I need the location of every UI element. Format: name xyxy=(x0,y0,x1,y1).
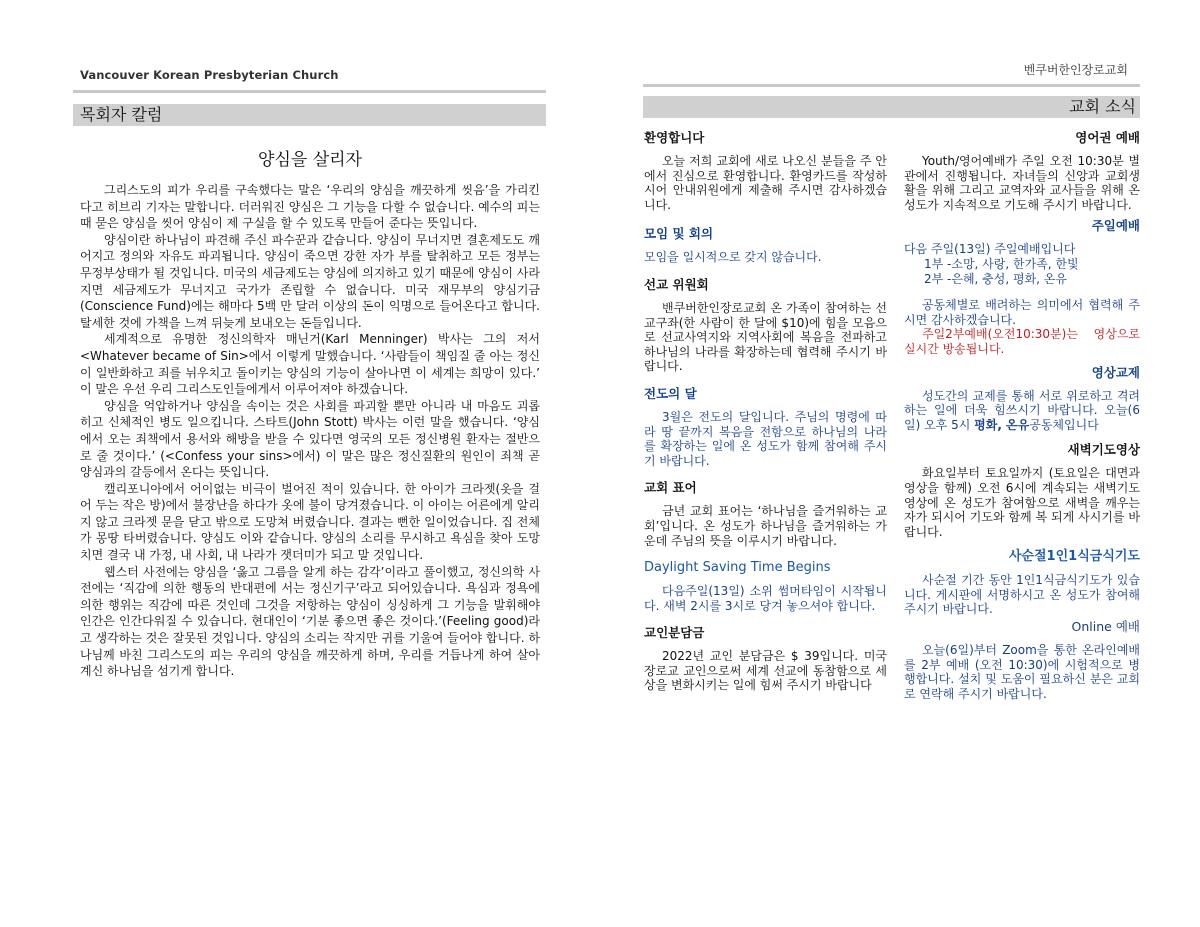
column-paragraph: 웹스터 사전에는 양심을 ‘옳고 그름을 알게 하는 감각’이라고 풀이했고, 정신의학 사전에는 ‘직감에 의한 행동의 반대편에 서는 정신기구’라고 되어있습니다. 욕심과 정욕에 의한 행위는 직감에 따른 것인데 그것을 저항하는 양심이 싱싱하게 그 기능을 발휘해야 인간은 인간다워질 수 있습니다. 현대인이 ‘기분 좋으면 좋은 것이다.’(Feeling good)라고 생각하는 것은 잘못된 것입니다. 양심의 소리는 작지만 귀를 기울여 들어야 합니다. 하나님께 바친 그리스도의 피는 우리의 양심을 깨끗하게 하며, 우리를 거듭나게 하여 살아계신 하나님을 섬기게 합니다. xyxy=(80,564,540,679)
news-text: 다음주일(13일) 소위 썸머타임이 시작됩니다. 새벽 2시를 3시로 당겨 놓으셔야 합니다. xyxy=(644,584,887,613)
news-text: 오늘(6일)부터 Zoom을 통한 온라인예배를 2부 예배 (오전 10:30)에 시험적으로 병행합니다. 설치 및 도움이 필요하신 분은 교회로 연락해 주시기 바랍니다. xyxy=(904,643,1140,701)
news-heading: 새벽기도영상 xyxy=(1067,442,1140,458)
news-column-right xyxy=(904,128,1140,701)
news-column-left xyxy=(644,128,887,693)
column-paragraph: 그리스도의 피가 우리를 구속했다는 말은 ‘우리의 양심을 깨끗하게 씻음’을 가리킨다고 히브리 기자는 말합니다. 더러워진 양심은 그 기능을 다할 수 없습니다. 예수의 피는 때 묻은 양심을 씻어 양심이 제 구실을 할 수 있도록 만들어 준다는 뜻입니다. xyxy=(80,183,540,231)
news-heading: 교회 표어 xyxy=(644,480,697,496)
news-text-part: 성도간의 교제를 통해 서로 위로하고 격려하는 일에 더욱 힘쓰시기 바랍니다. 오늘(6일) 오후 5시 xyxy=(904,388,1140,432)
church-name-english: Vancouver Korean Presbyterian Church xyxy=(80,68,339,82)
news-text: 다음 주일(13일) 주일예배입니다 xyxy=(904,242,1076,257)
news-heading: 사순절1인1식금식기도 xyxy=(1008,549,1140,565)
news-text: 2부 -은혜, 충성, 평화, 온유 xyxy=(924,271,1067,286)
news-heading: 선교 위원회 xyxy=(644,276,709,292)
column-paragraph: 캘리포니아에서 어이없는 비극이 벌어진 적이 있습니다. 한 아이가 크라젯(옷을 걸어 두는 작은 방)에서 불장난을 하다가 옷에 불이 당겨졌습니다. 이 아이는 어른에게 알리지 않고 크라젯 문을 닫고 밖으로 도망쳐 버렸습니다. 결과는 뻔한 일이었습니다. 집 전체가 몽땅 타버렸습니다. 양심도 이와 같습니다. 양심의 소리를 무시하고 욕심을 찾아 도망치면 결국 내 가정, 내 사회, 내 나라가 잿더미가 되고 말 것입니다. xyxy=(80,481,540,563)
header-rule xyxy=(643,84,1140,87)
news-text: 3월은 전도의 달입니다. 주님의 명령에 따라 땅 끝까지 복음을 전함으로 하나님의 나라를 확장하는 일에 온 성도가 함께 참여해 주시기 바랍니다. xyxy=(644,409,887,468)
column-title: 양심을 살리자 xyxy=(258,150,362,170)
news-text-bold: 평화, 온유 xyxy=(974,417,1030,432)
news-text: 오늘 저희 교회에 새로 나오신 분들을 주 안에서 진심으로 환영합니다. 환영카드를 작성하시어 안내위원에게 제출해 주시면 감사하겠습니다. xyxy=(644,154,887,212)
column-paragraph: 세계적으로 유명한 정신의학자 매닌거(Karl Menninger) 박사는 그의 저서 <Whatever became of Sin>에서 이렇게 말했습니다. ‘사람들이 책임질 줄 아는 정신이 일반화하고 죄를 뉘우치고 돌이키는 양심의 기능이 살아나면 이 세계는 희망이 있다.’ 이 말은 우선 우리 그리스도인들에게서 이루어져야 하겠습니다. xyxy=(80,332,540,397)
news-text: 금년 교회 표어는 ‘하나님을 즐거워하는 교회’입니다. 온 성도가 하나님을 즐거워하는 가운데 주님의 뜻을 이루시기 바랍니다. xyxy=(644,504,887,548)
news-text: 공동체별로 배려하는 의미에서 협력해 주시면 감사하겠습니다. xyxy=(904,298,1140,327)
news-heading: 교인분담금 xyxy=(644,625,705,641)
news-text: 밴쿠버한인장로교회 온 가족이 참여하는 선교구좌(한 사람이 한 달에 $10)에 힘을 모음으로 선교사역지와 지역사회에 복음을 전파하고 하나님의 나라를 확장하는데 협력해 주시기 바랍니다. xyxy=(644,300,887,374)
news-text: 사순절 기간 동안 1인1식금식기도가 있습니다. 게시판에 서명하시고 온 성도가 참여해 주시기 바랍니다. xyxy=(904,573,1140,617)
news-heading: 모임 및 회의 xyxy=(644,226,714,242)
news-text-red: 주일2부예배(오전10:30분)는 영상으로 실시간 방송됩니다. xyxy=(904,327,1140,356)
section-header-church-news: 교회 소식 xyxy=(643,96,1140,118)
news-text: 모임을 일시적으로 갖지 않습니다. xyxy=(644,250,822,265)
news-heading: 전도의 달 xyxy=(644,385,697,401)
news-text: 화요일부터 토요일까지 (토요일은 대면과 영상을 함께) 오전 6시에 계속되는 새벽기도영상에 온 성도가 참여함으로 새벽을 깨우는 자가 되시어 기도와 함께 복 되게 사시기를 바랍니다. xyxy=(904,466,1140,539)
church-name-korean: 벤쿠버한인장로교회 xyxy=(1023,63,1128,77)
news-heading: 주일예배 xyxy=(1091,218,1140,234)
news-heading: 환영합니다 xyxy=(644,130,705,145)
news-text-part: 공동체입니다 xyxy=(1029,417,1099,432)
news-heading: Daylight Saving Time Begins xyxy=(644,560,831,576)
news-heading: 영상교제 xyxy=(1091,364,1140,380)
news-text: 1부 -소망, 사랑, 한가족, 한빛 xyxy=(924,256,1079,271)
news-text: 2022년 교인 분담금은 $ 39입니다. 미국장로교 교인으로써 세계 선교에 동참함으로 세상을 변화시키는 일에 힘써 주시기 바랍니다 xyxy=(644,649,887,693)
news-text: Youth/영어예배가 주일 오전 10:30분 별관에서 진행됩니다. 자녀들의 신앙과 교회생활을 위해 그리고 교역자와 교사들을 위해 온 성도가 지속적으로 기도해 주시기 바랍니다. xyxy=(904,154,1140,212)
section-header-pastor-column: 목회자 칼럼 xyxy=(73,104,546,126)
news-text xyxy=(904,389,1140,433)
news-heading: 영어권 예배 xyxy=(1075,130,1140,145)
column-paragraph: 양심을 억압하거나 양심을 속이는 것은 사회를 파괴할 뿐만 아니라 내 마음도 괴롭히고 신체적인 병도 일으킵니다. 스타트(John Stott) 박사는 이런 말을 했습니다. ‘양심에서 오는 죄책에서 용서와 해방을 받을 수 있다면 영국의 모든 정신병원 환자는 절반으로 줄 것이다.’ (<Confess your sins>에서) 이 말은 많은 정신질환의 원인이 죄책 곧 양심과의 갈등에서 온다는 뜻입니다. xyxy=(80,398,540,480)
news-heading: Online 예배 xyxy=(1071,619,1140,635)
column-paragraph: 양심이란 하나님이 파견해 주신 파수꾼과 같습니다. 양심이 무너지면 결혼제도도 깨어지고 정의와 자유도 파괴됩니다. 양심이 죽으면 강한 자가 부를 탈취하고 모든 정부는 무정부상태가 될 것입니다. 미국의 세금제도는 양심에 의지하고 있기 때문에 양심이 사라지면 세금제도가 무너지고 국가가 존립할 수 없습니다. 미국 재무부의 양심기금(Conscience Fund)에는 해마다 5백 만 달러 이상의 돈이 익명으로 들어온다고 합니다. 탈세한 것에 가책을 느껴 뒤늦게 보내오는 돈들입니다. xyxy=(80,232,540,330)
